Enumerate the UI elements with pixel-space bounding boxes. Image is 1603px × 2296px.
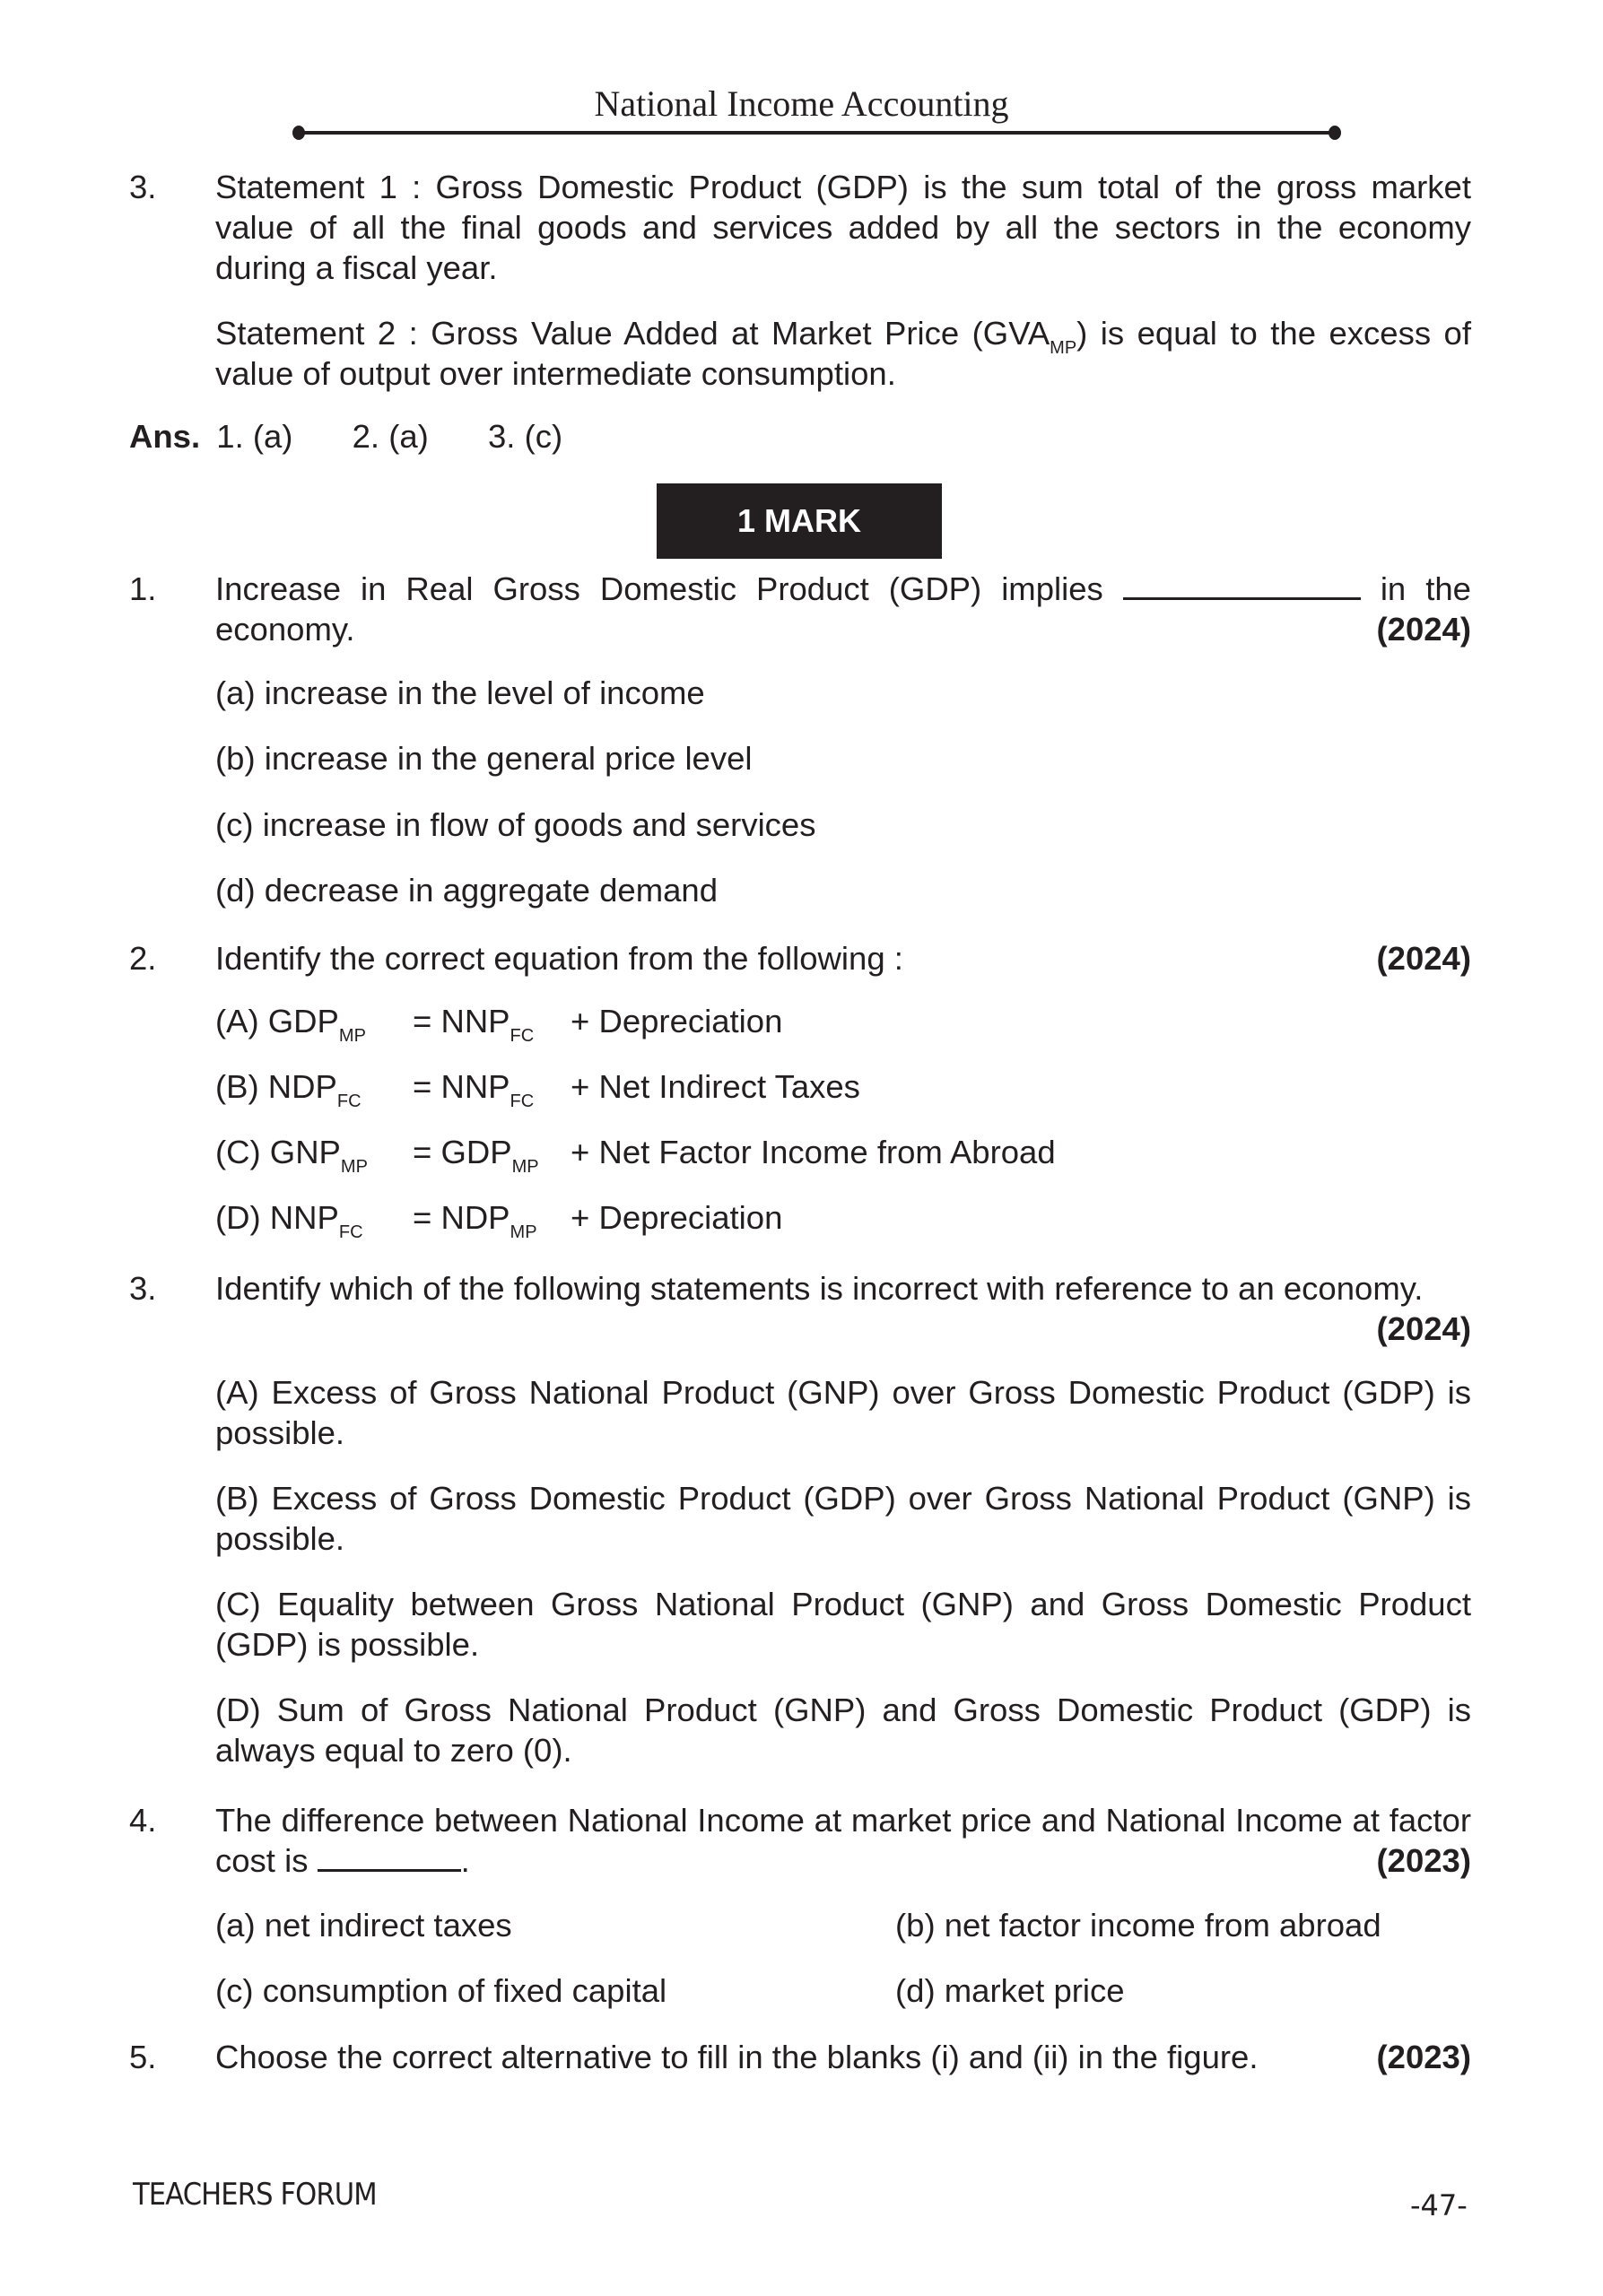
option: (d) market price <box>895 1972 1125 2009</box>
header-rule <box>299 131 1336 135</box>
question-number: 3. <box>129 169 157 205</box>
question-3 <box>129 1268 1471 1349</box>
question-year: (2023) <box>1376 2039 1471 2075</box>
equation-option: (B) $NDP_{FC} = NNP_{FC}$ + Net Indirect Taxes <box>215 1068 860 1111</box>
question-number: 2. <box>129 940 157 977</box>
answer-label: Ans. <box>129 418 201 455</box>
answer-key <box>129 418 562 456</box>
prev-question-3 <box>129 167 1471 394</box>
option: (C) Equality between Gross National Product (GNP) and Gross Domestic Product (GDP) is possible. <box>215 1586 1471 1663</box>
option: (a) net indirect taxes <box>215 1907 512 1944</box>
answer-item: 3. (c) <box>487 418 563 455</box>
question-number: 3. <box>129 1270 157 1307</box>
option: (b) net factor income from abroad <box>895 1907 1381 1944</box>
option: (D) Sum of Gross National Product (GNP) and Gross Domestic Product (GDP) is always equal to zero (0). <box>215 1692 1471 1769</box>
question-2 <box>129 938 1471 978</box>
section-badge: 1 MARK <box>657 483 942 559</box>
option: (b) increase in the general price level <box>215 740 753 777</box>
question-number: 4. <box>129 1802 157 1839</box>
fill-blank <box>318 1842 461 1872</box>
question-5 <box>129 2037 1471 2077</box>
question-year: (2024) <box>1376 940 1471 977</box>
statement-1: Statement 1 : Gross Domestic Product (GDP) is the sum total of the gross market value of all the final goods and services added by all the sectors in the economy during a fiscal year. <box>215 169 1471 286</box>
fill-blank <box>1123 570 1361 600</box>
equation-option: (D) $NNP_{FC} = NDP_{MP}$ + Depreciation <box>215 1199 783 1242</box>
question-year: (2024) <box>1376 611 1471 648</box>
question-year: (2023) <box>1376 1842 1471 1879</box>
page-number: -47- <box>1410 2188 1468 2222</box>
question-4 <box>129 1800 1471 1881</box>
option: (d) decrease in aggregate demand <box>215 872 719 909</box>
question-text: The difference between National Income at market price and National Income at factor cost is . <box>215 1802 1471 1879</box>
answer-item: 1. (a) <box>216 418 293 455</box>
option: (B) Excess of Gross Domestic Product (GDP) over Gross National Product (GNP) is possible. <box>215 1480 1471 1557</box>
equation-option: (A) $GDP_{MP} = NNP_{FC}$ + Depreciation <box>215 1003 783 1046</box>
option: (A) Excess of Gross National Product (GNP) over Gross Domestic Product (GDP) is possible. <box>215 1374 1471 1451</box>
publisher-name: TEACHERS FORUM <box>133 2177 377 2213</box>
option: (a) increase in the level of income <box>215 674 705 711</box>
question-text: Choose the correct alternative to fill in the blanks (i) and (ii) in the figure. (2023) <box>215 2039 1471 2075</box>
answer-item: 2. (a) <box>352 418 429 455</box>
header-rule-dot-right <box>1329 126 1341 140</box>
question-1 <box>129 569 1471 649</box>
option: (c) consumption of fixed capital <box>215 1972 667 2009</box>
statement-2: Statement 2 : Gross Value Added at Market Price $(GVA_{MP})$ is equal to the excess of value of output over intermediate consumption. <box>215 315 1471 392</box>
question-number: 5. <box>129 2039 157 2075</box>
question-year: (2024) <box>1376 1310 1471 1347</box>
equation-option: (C) $GNP_{MP} = GDP_{MP}$ + Net Factor Income from Abroad <box>215 1134 1056 1177</box>
option: (c) increase in flow of goods and services <box>215 806 816 843</box>
question-number: 1. <box>129 570 157 607</box>
question-text: Identify the correct equation from the following : (2024) <box>215 940 1471 977</box>
question-text: Increase in Real Gross Domestic Product (GDP) implies in the economy. <box>215 570 1471 648</box>
chapter-title: National Income Accounting <box>594 83 1009 124</box>
question-text: Identify which of the following statements is incorrect with reference to an economy. <box>215 1270 1424 1307</box>
